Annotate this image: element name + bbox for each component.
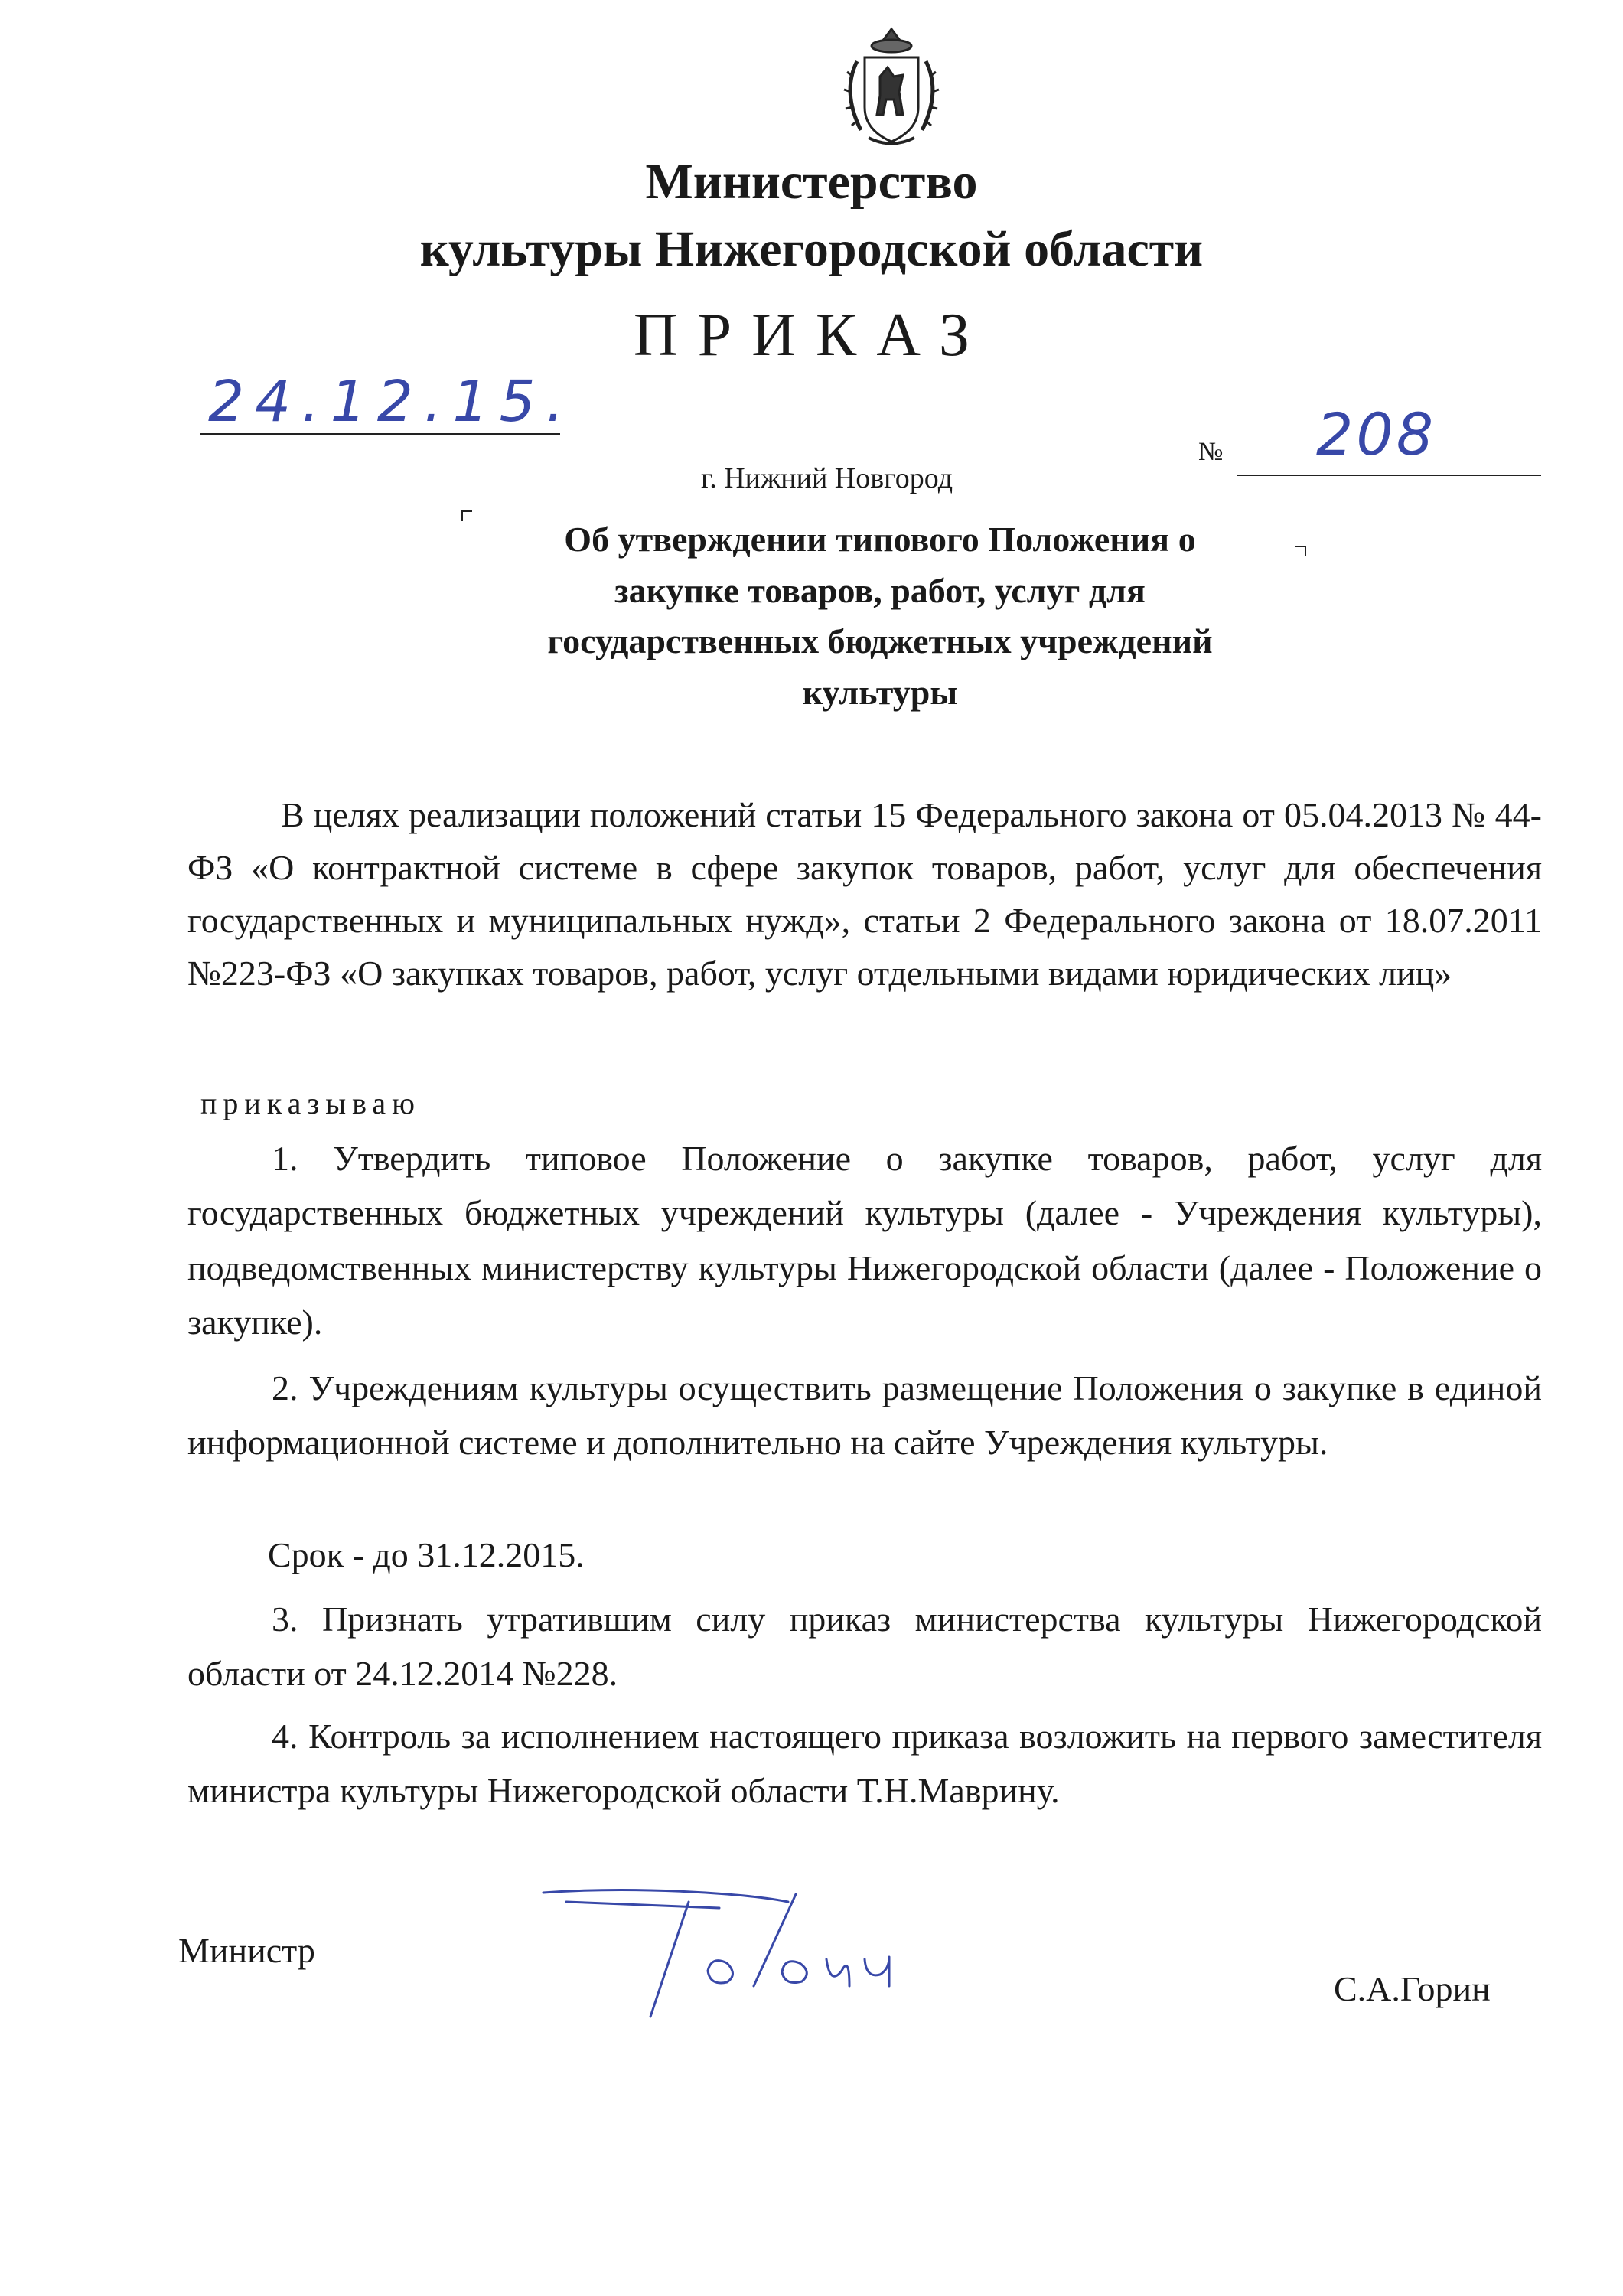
subject-line: государственных бюджетных учреждений <box>547 621 1213 661</box>
number-sign: № <box>1198 438 1224 466</box>
order-item-4: 4. Контроль за исполнением настоящего приказа возложить на первого заместителя министра культуры Нижегородской области Т.Н.Маврину. <box>187 1717 1542 1811</box>
order-item-3: 3. Признать утратившим силу приказ министерства культуры Нижегородской области от 24.12.2014 №228. <box>187 1600 1542 1694</box>
document-type-title: ПРИКАЗ <box>633 302 990 369</box>
order-subject <box>459 514 1301 719</box>
coat-of-arms-icon <box>826 23 957 153</box>
deadline-line: Срок - до 31.12.2015. <box>268 1535 585 1574</box>
order-word: приказываю <box>200 1086 422 1120</box>
handwritten-signature <box>536 1871 964 2024</box>
signatory-name: С.А.Горин <box>1334 1969 1491 2008</box>
ministry-name-line2: культуры Нижегородской области <box>419 221 1204 277</box>
preamble-text: В целях реализации положений статьи 15 Федерального закона от 05.04.2013 № 44-ФЗ «О контрактной системе в сфере закупок товаров, работ, услуг для обеспечения государственных и муниципальных нужд», статьи 2 Федерального закона от 18.07.2011 №223-ФЗ «О закупках товаров, работ, услуг отдельными видами юридических лиц» <box>187 795 1542 993</box>
ministry-name-line1: Министерство <box>645 154 978 210</box>
subject-line: закупке товаров, работ, услуг для <box>614 570 1146 610</box>
date-underline <box>200 433 560 435</box>
handwritten-order-number: 208 <box>1316 400 1437 468</box>
signatory-title: Министр <box>178 1931 315 1970</box>
city-line: г. Нижний Новгород <box>700 462 953 494</box>
subject-line: Об утверждении типового Положения о <box>564 520 1196 559</box>
order-item-1: 1. Утвердить типовое Положение о закупке товаров, работ, услуг для государственных бюджетных учреждений культуры (далее - Учреждения культуры), подведомственных министерству культуры Нижегородской области (далее - Положение о закупке). <box>187 1139 1542 1342</box>
preamble-paragraph <box>187 788 1542 1000</box>
subject-line: культуры <box>802 673 958 713</box>
order-item-2: 2. Учреждениям культуры осуществить размещение Положения о закупке в единой информационной системе и дополнительно на сайте Учреждения культуры. <box>187 1368 1542 1463</box>
handwritten-date: 24.12.15. <box>208 369 575 435</box>
